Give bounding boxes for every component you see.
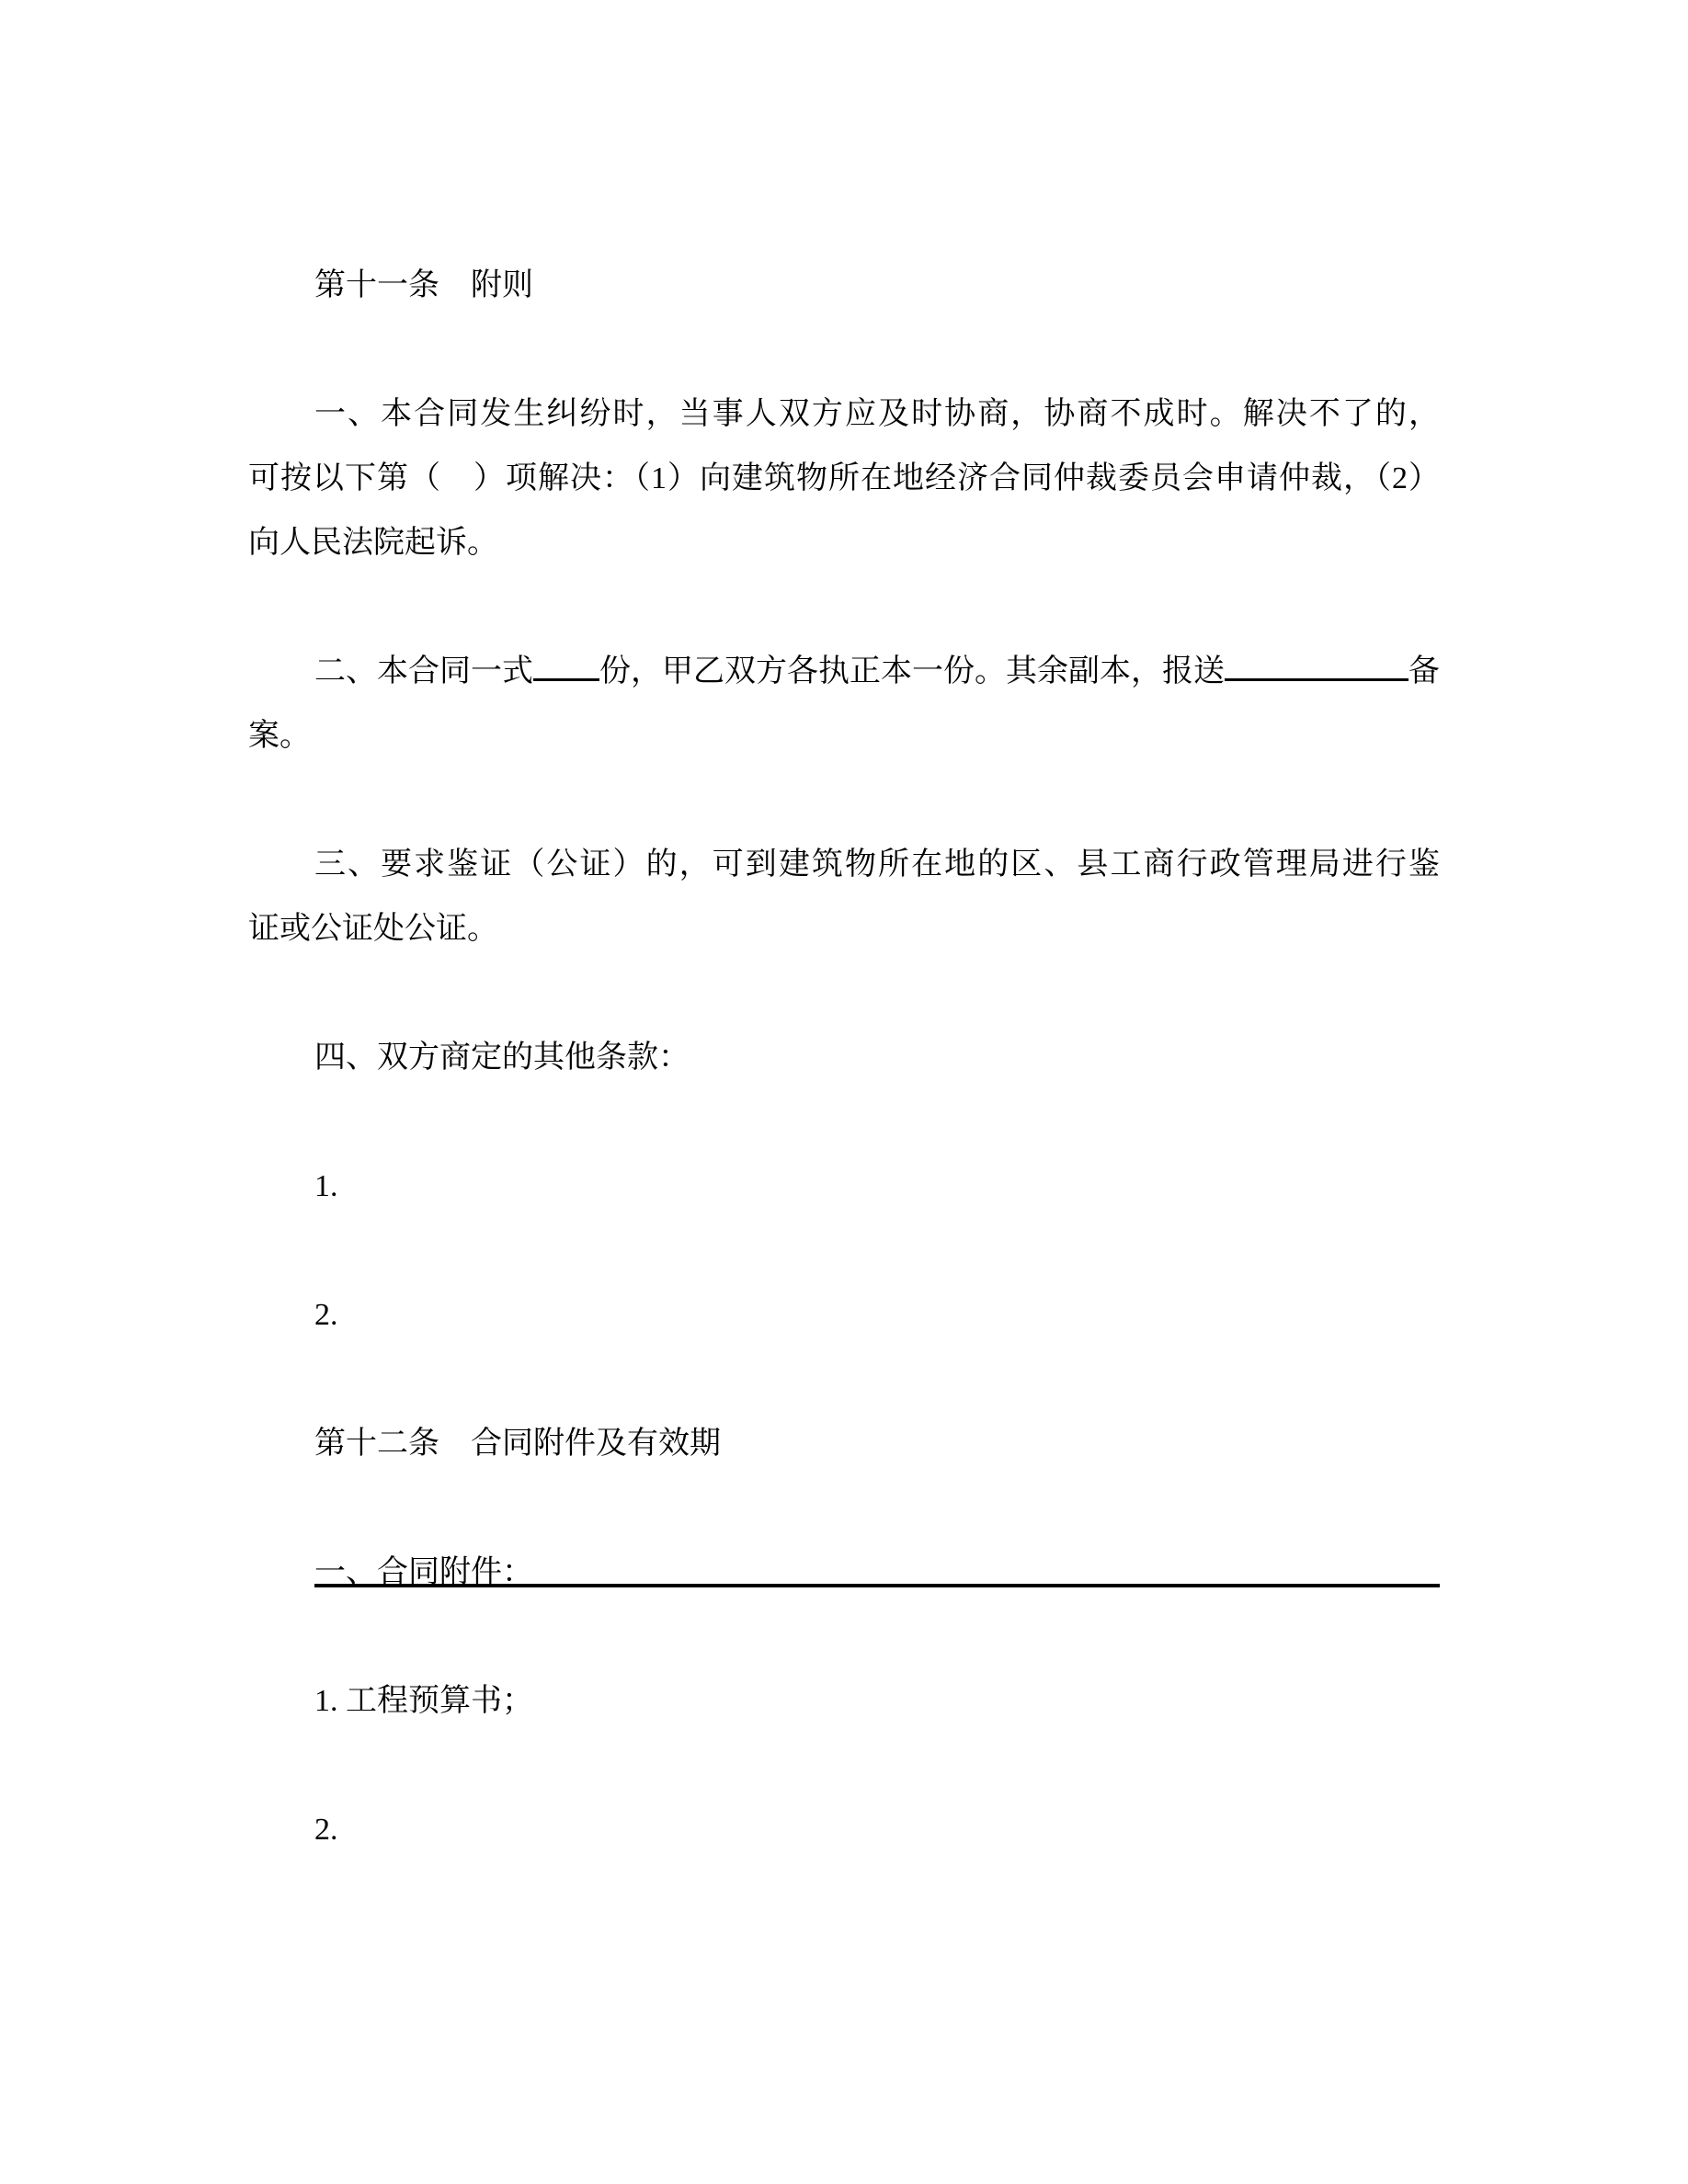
clause-2-text-between-blanks: 份，甲乙双方各执正本一份。其余副本，报送 <box>599 654 1225 688</box>
document-content <box>248 254 1440 1927</box>
article-11-clause-4 <box>248 1026 1440 1090</box>
clause-1-line-2: 可按以下第（ ）项解决：（1）向建筑物所在地经济合同仲裁委员会申请仲裁，（2） <box>248 461 1440 495</box>
clause-4-item-1-label: 1. <box>314 1169 338 1203</box>
clause-1-line-1: 一、本合同发生纠纷时，当事人双方应及时协商，协商不成时。解决不了的， <box>314 397 1440 431</box>
clause-2-line-2: 案。 <box>248 719 311 753</box>
clause-2-text-after-blank: 备 <box>1409 654 1440 688</box>
clause-4-item-1 <box>248 1155 1440 1219</box>
article-12-clause-1 <box>248 1541 1440 1605</box>
filing-authority-blank <box>1225 647 1409 681</box>
article-12 <box>248 1412 1440 1476</box>
clause-4-line-1: 四、双方商定的其他条款： <box>314 1041 690 1075</box>
attachments-label: 一、合同附件： <box>314 1555 533 1589</box>
article-11-title: 第十一条 附则 <box>314 268 533 302</box>
article-12-title: 第十二条 合同附件及有效期 <box>314 1427 721 1461</box>
article-11-clause-2 <box>248 640 1440 768</box>
clause-2-line-1 <box>248 640 1440 704</box>
clause-3-line-1: 三、要求鉴证（公证）的，可到建筑物所在地的区、县工商行政管理局进行鉴 <box>314 847 1440 882</box>
article-12-item-1-label: 1. 工程预算书； <box>314 1684 533 1718</box>
attachments-blank-line-1 <box>533 1541 1440 1605</box>
article-12-item-2 <box>248 1798 1440 1862</box>
article-12-item-1 <box>248 1669 1440 1734</box>
clause-2-text-before-blank: 二、本合同一式 <box>314 654 533 688</box>
clause-4-item-2-label: 2. <box>314 1298 338 1332</box>
attachments-line-1 <box>248 1541 1440 1605</box>
clause-4-item-2 <box>248 1283 1440 1348</box>
article-12-item-2-label: 2. <box>314 1813 338 1847</box>
copies-count-blank <box>533 647 599 681</box>
article-11 <box>248 254 1440 318</box>
article-11-clause-3 <box>248 833 1440 961</box>
clause-3-line-2: 证或公证处公证。 <box>248 912 498 946</box>
clause-1-line-3: 向人民法院起诉。 <box>248 526 498 560</box>
article-11-clause-1 <box>248 382 1440 575</box>
